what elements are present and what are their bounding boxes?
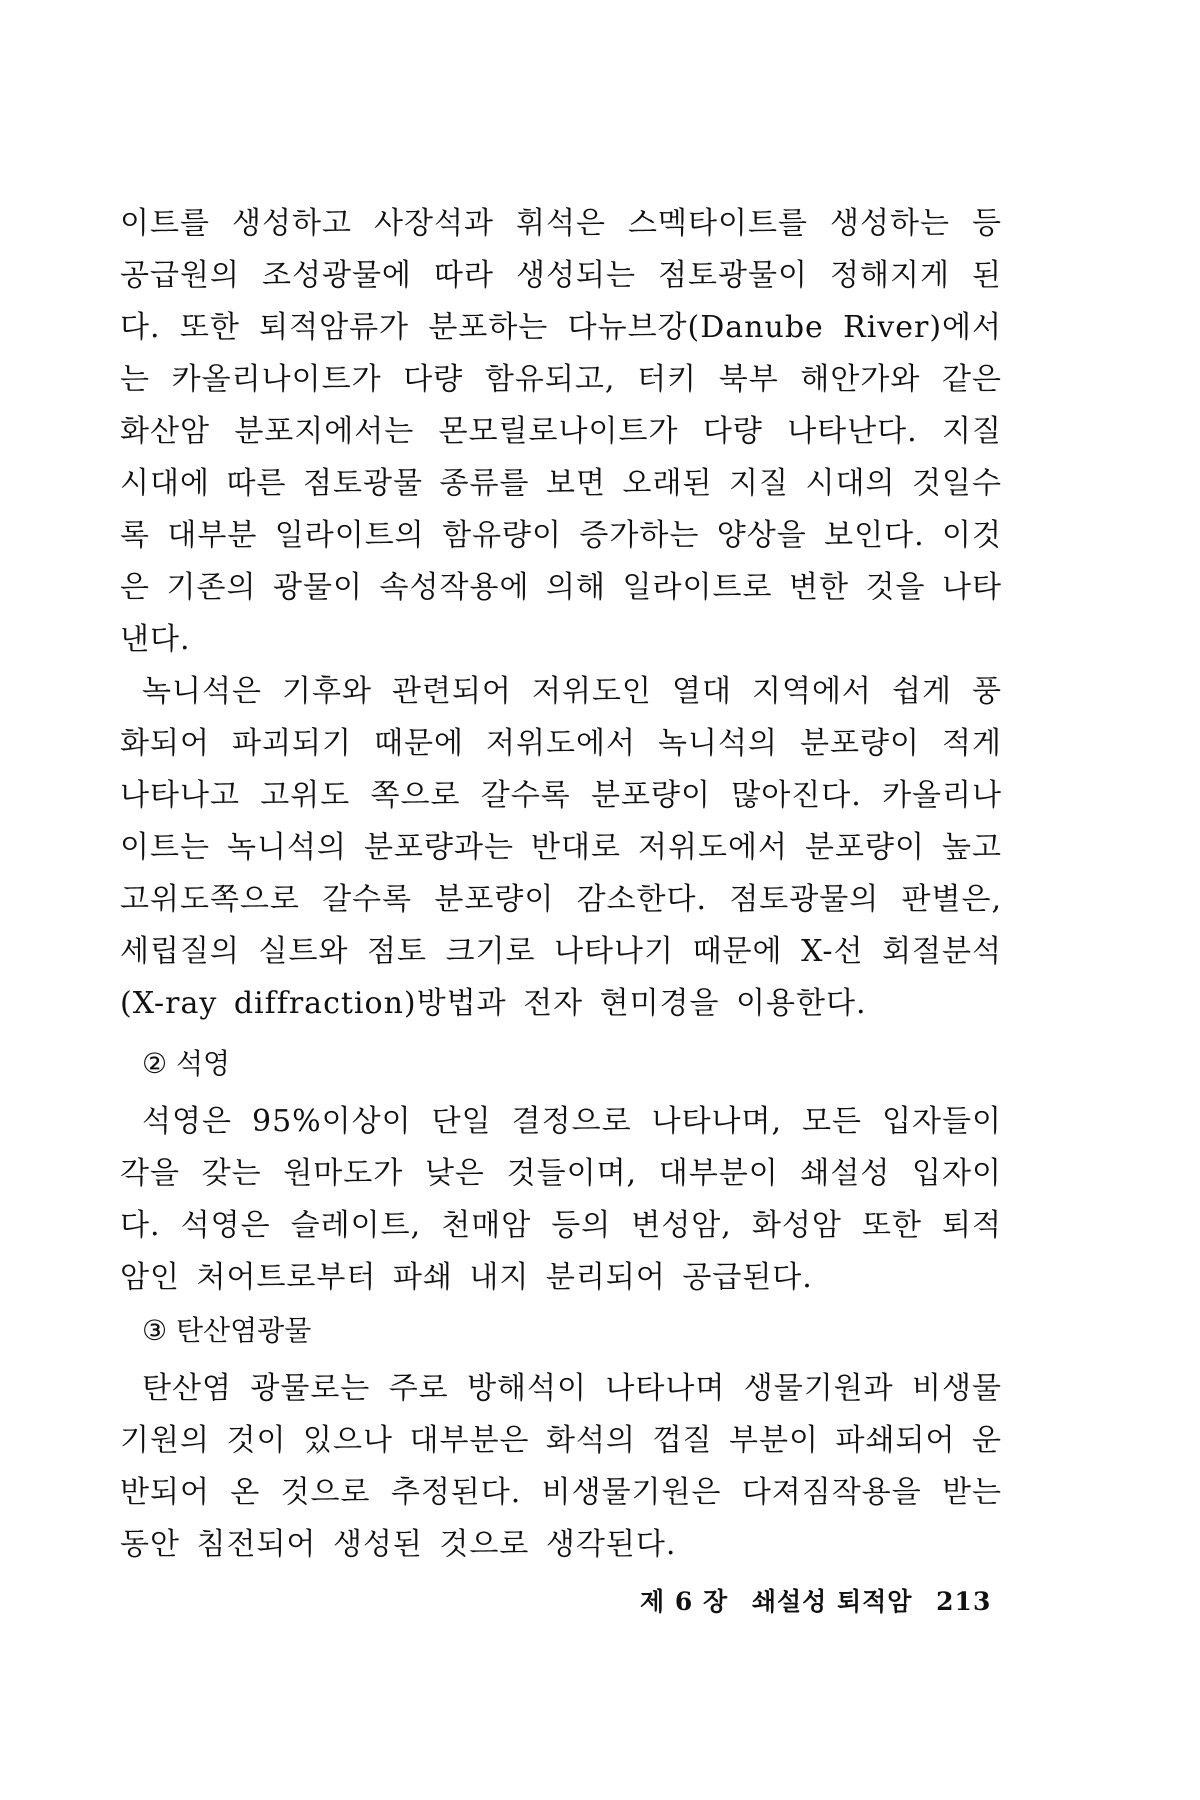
section-quartz	[120, 1040, 1002, 1304]
section-body-quartz: 석영은 95%이상이 단일 결정으로 나타나며, 모든 입자들이 각을 갖는 원마도가 낮은 것들이며, 대부분이 쇄설성 입자이다. 석영은 슬레이트, 천매암 등의 변성암, 화성암 또한 퇴적암인 처어트로부터 파쇄 내지 분리되어 공급된다.	[120, 1104, 1002, 1295]
running-footer	[640, 1582, 991, 1618]
section-heading-carbonate: ③ 탄산염광물	[142, 1314, 312, 1347]
section-heading-quartz: ② 석영	[142, 1047, 231, 1080]
main-text	[120, 198, 1002, 1030]
section-body-carbonate: 탄산염 광물로는 주로 방해석이 나타나며 생물기원과 비생물기원의 것이 있으나 대부분은 화석의 껍질 부분이 파쇄되어 운반되어 온 것으로 추정된다. 비생물기원은 다져짐작용을 받는 동안 침전되어 생성된 것으로 생각된다.	[120, 1371, 1002, 1562]
footer-chapter-title: 쇄설성 퇴적암	[751, 1587, 913, 1616]
section-carbonate	[120, 1307, 1002, 1571]
paragraph-clay-minerals-origin: 이트를 생성하고 사장석과 휘석은 스멕타이트를 생성하는 등 공급원의 조성광물에 따라 생성되는 점토광물이 정해지게 된다. 또한 퇴적암류가 분포하는 다뉴브강(Danube River)에서는 카올리나이트가 다량 함유되고, 터키 북부 해안가와 같은 화산암 분포지에서는 몬모릴로나이트가 다량 나타난다. 지질 시대에 따른 점토광물 종류를 보면 오래된 지질 시대의 것일수록 대부분 일라이트의 함유량이 증가하는 양상을 보인다. 이것은 기존의 광물이 속성작용에 의해 일라이트로 변한 것을 나타낸다.	[120, 206, 1002, 657]
page-number: 213	[936, 1587, 992, 1616]
paragraph-chlorite-kaolinite: 녹니석은 기후와 관련되어 저위도인 열대 지역에서 쉽게 풍화되어 파괴되기 때문에 저위도에서 녹니석의 분포량이 적게 나타나고 고위도 쪽으로 갈수록 분포량이 많아진다. 카올리나이트는 녹니석의 분포량과는 반대로 저위도에서 분포량이 높고 고위도쪽으로 갈수록 분포량이 감소한다. 점토광물의 판별은, 세립질의 실트와 점토 크기로 나타나기 때문에 X-선 회절분석(X-ray diffraction)방법과 전자 현미경을 이용한다.	[120, 674, 1002, 1021]
footer-chapter: 제 6 장	[640, 1587, 729, 1616]
